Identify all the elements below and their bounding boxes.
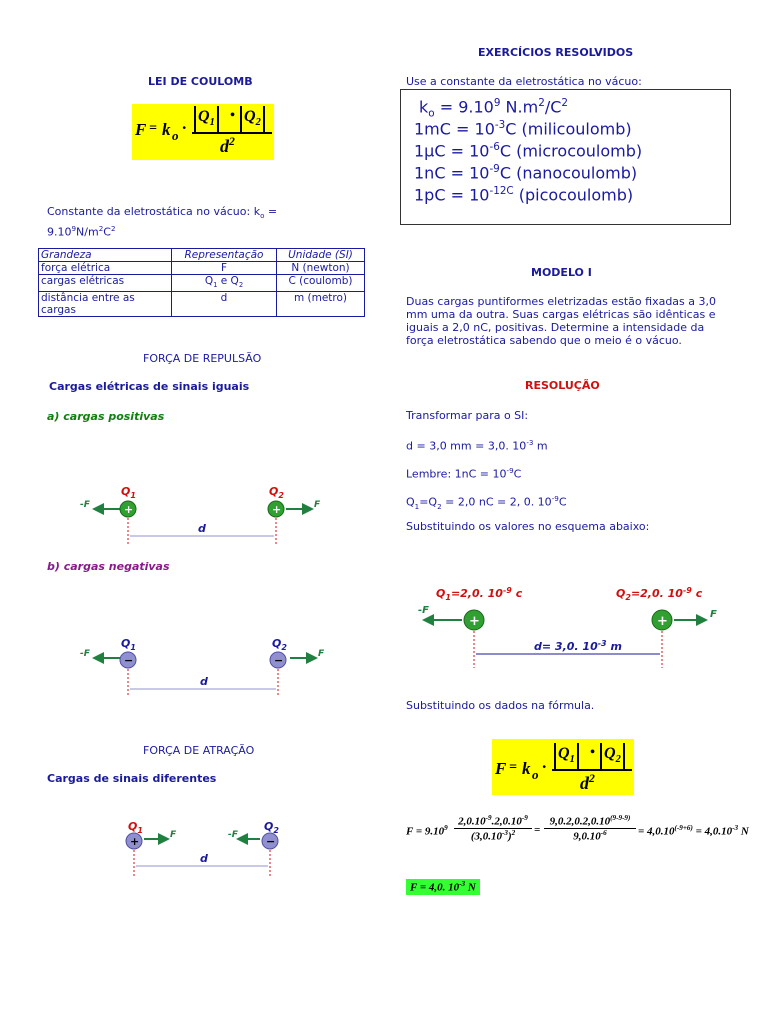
model-text: Duas cargas puntiformes eletrizadas estão fixadas a 3,0 mm uma da outra. Suas cargas elétricas são idênticas e iguais a 2,0 nC, positivas. Determine a intensidade da força eletrostática sabendo que o meio é o vácuo. [406, 295, 717, 347]
svg-text:Q1: $Q_1$ [128, 820, 143, 835]
table-row: cargas elétricas $Q_1$ e $Q_2$ C (coulomb) [39, 275, 365, 292]
svg-text:Q2: $Q_2$ [272, 637, 287, 652]
left-title: LEI DE COULOMB [148, 75, 253, 88]
svg-text:d: d [198, 522, 206, 535]
step-2: d = 3,0 mm = 3,0. $10^{-3}$ m [406, 438, 548, 453]
final-answer: F = 4,0. $10^{-3}$ N [406, 879, 480, 895]
svg-text:−: − [274, 654, 284, 667]
step-5: Substituindo os valores no esquema abaixo: [406, 520, 650, 533]
step-6: Substituindo os dados na fórmula. [406, 699, 595, 712]
q1-label: $Q_1$ [121, 485, 136, 500]
svg-text:-F: -F [418, 605, 429, 616]
model-title: MODELO I [531, 266, 592, 279]
constants-box: $k_o = 9.10^9$ $N.m^2/C^2$ $1mC = 10^{-3}C$ (milicoulomb) $1\mu C = 10^{-6}C$ (microcoulomb) $1nC = 10^{-9}C$ (nanocoulomb) $1pC = 10^{-12C}$ (picocoulomb) [400, 89, 731, 225]
svg-text:−: − [266, 835, 276, 848]
negative-charges-diagram [80, 632, 340, 698]
table-row: força elétrica F N (newton) [39, 262, 365, 275]
svg-text:d= 3,0. 10-3 m: d= 3,0. $10^{-3}$ m [534, 639, 622, 653]
svg-text:+: + [469, 614, 480, 629]
step-1: Transformar para o SI: [406, 409, 529, 422]
svg-text:+: + [130, 835, 140, 848]
q2-label: $Q_2$ [269, 485, 284, 500]
attraction-diagram [120, 818, 290, 878]
example-diagram [416, 582, 736, 672]
svg-text:+: + [657, 614, 668, 629]
constant-text: Constante da eletrostática no vácuo: $k_o$ = $9.10^9N/m^2C^2$ [47, 205, 278, 239]
svg-text:F: F [710, 609, 717, 620]
svg-text:Q2: $Q_2$ [264, 820, 279, 835]
calculation: $F = 9.10^9$ $2,0.10^{-9}.2,0.10^{-9}$ $(3,0.10^{-3})^2$ = $9,0.2,0.2,0.10^{(9-9-9)}$ $9,0.10^{-6}$ = $4,0.10^{(-9+6)} = 4,0.10^{-3}$ N [406, 814, 749, 843]
right-title: EXERCÍCIOS RESOLVIDOS [478, 46, 634, 59]
quantities-table [38, 248, 365, 317]
constant-intro: Use a constante da eletrostática no vácuo: [406, 75, 642, 88]
svg-text:Q2=2,0. 10-9 c: $Q_2=2,0$. $10^{-9}$ c [616, 586, 703, 602]
resolution-title: RESOLUÇÃO [525, 379, 600, 392]
svg-text:+: + [124, 503, 134, 516]
negative-label: b) cargas negativas [47, 560, 170, 573]
positive-label: a) cargas positivas [47, 410, 165, 423]
step-3: Lembre: $1nC = 10^{-9}C$ [406, 466, 522, 481]
attraction-subtitle: Cargas de sinais diferentes [47, 772, 217, 785]
svg-text:F: F [314, 500, 321, 510]
svg-text:-F: -F [228, 830, 238, 840]
svg-text:Q1=2,0. 10-9 c: $Q_1=2,0$. $10^{-9}$ c [436, 586, 523, 602]
step-4: $Q_1=Q_2 = 2,0$ nC = 2, 0. $10^{-9}C$ [406, 494, 567, 511]
svg-text:d: d [200, 852, 208, 865]
coulomb-formula: F = k o · $Q_1$ • $Q_2$ $d^2$ [132, 104, 274, 160]
svg-text:−: − [124, 654, 134, 667]
table-row: distância entre as cargas d m (metro) [39, 292, 365, 317]
table-header-row: Grandeza Representação Unidade (SI) [39, 249, 365, 262]
repulsion-title: FORÇA DE REPULSÃO [143, 352, 262, 365]
svg-text:-F: -F [80, 500, 90, 510]
svg-text:d: d [200, 675, 208, 688]
attraction-title: FORÇA DE ATRAÇÃO [143, 744, 255, 757]
svg-text:F: F [318, 649, 325, 659]
repulsion-subtitle: Cargas elétricas de sinais iguais [49, 380, 250, 393]
coulomb-formula-2: F = k o · $Q_1$ • $Q_2$ $d^2$ [492, 739, 634, 795]
svg-text:-F: -F [80, 649, 90, 659]
svg-text:F: F [170, 830, 177, 840]
svg-text:Q1: $Q_1$ [121, 637, 136, 652]
svg-text:+: + [272, 503, 282, 516]
positive-charges-diagram [80, 482, 340, 548]
